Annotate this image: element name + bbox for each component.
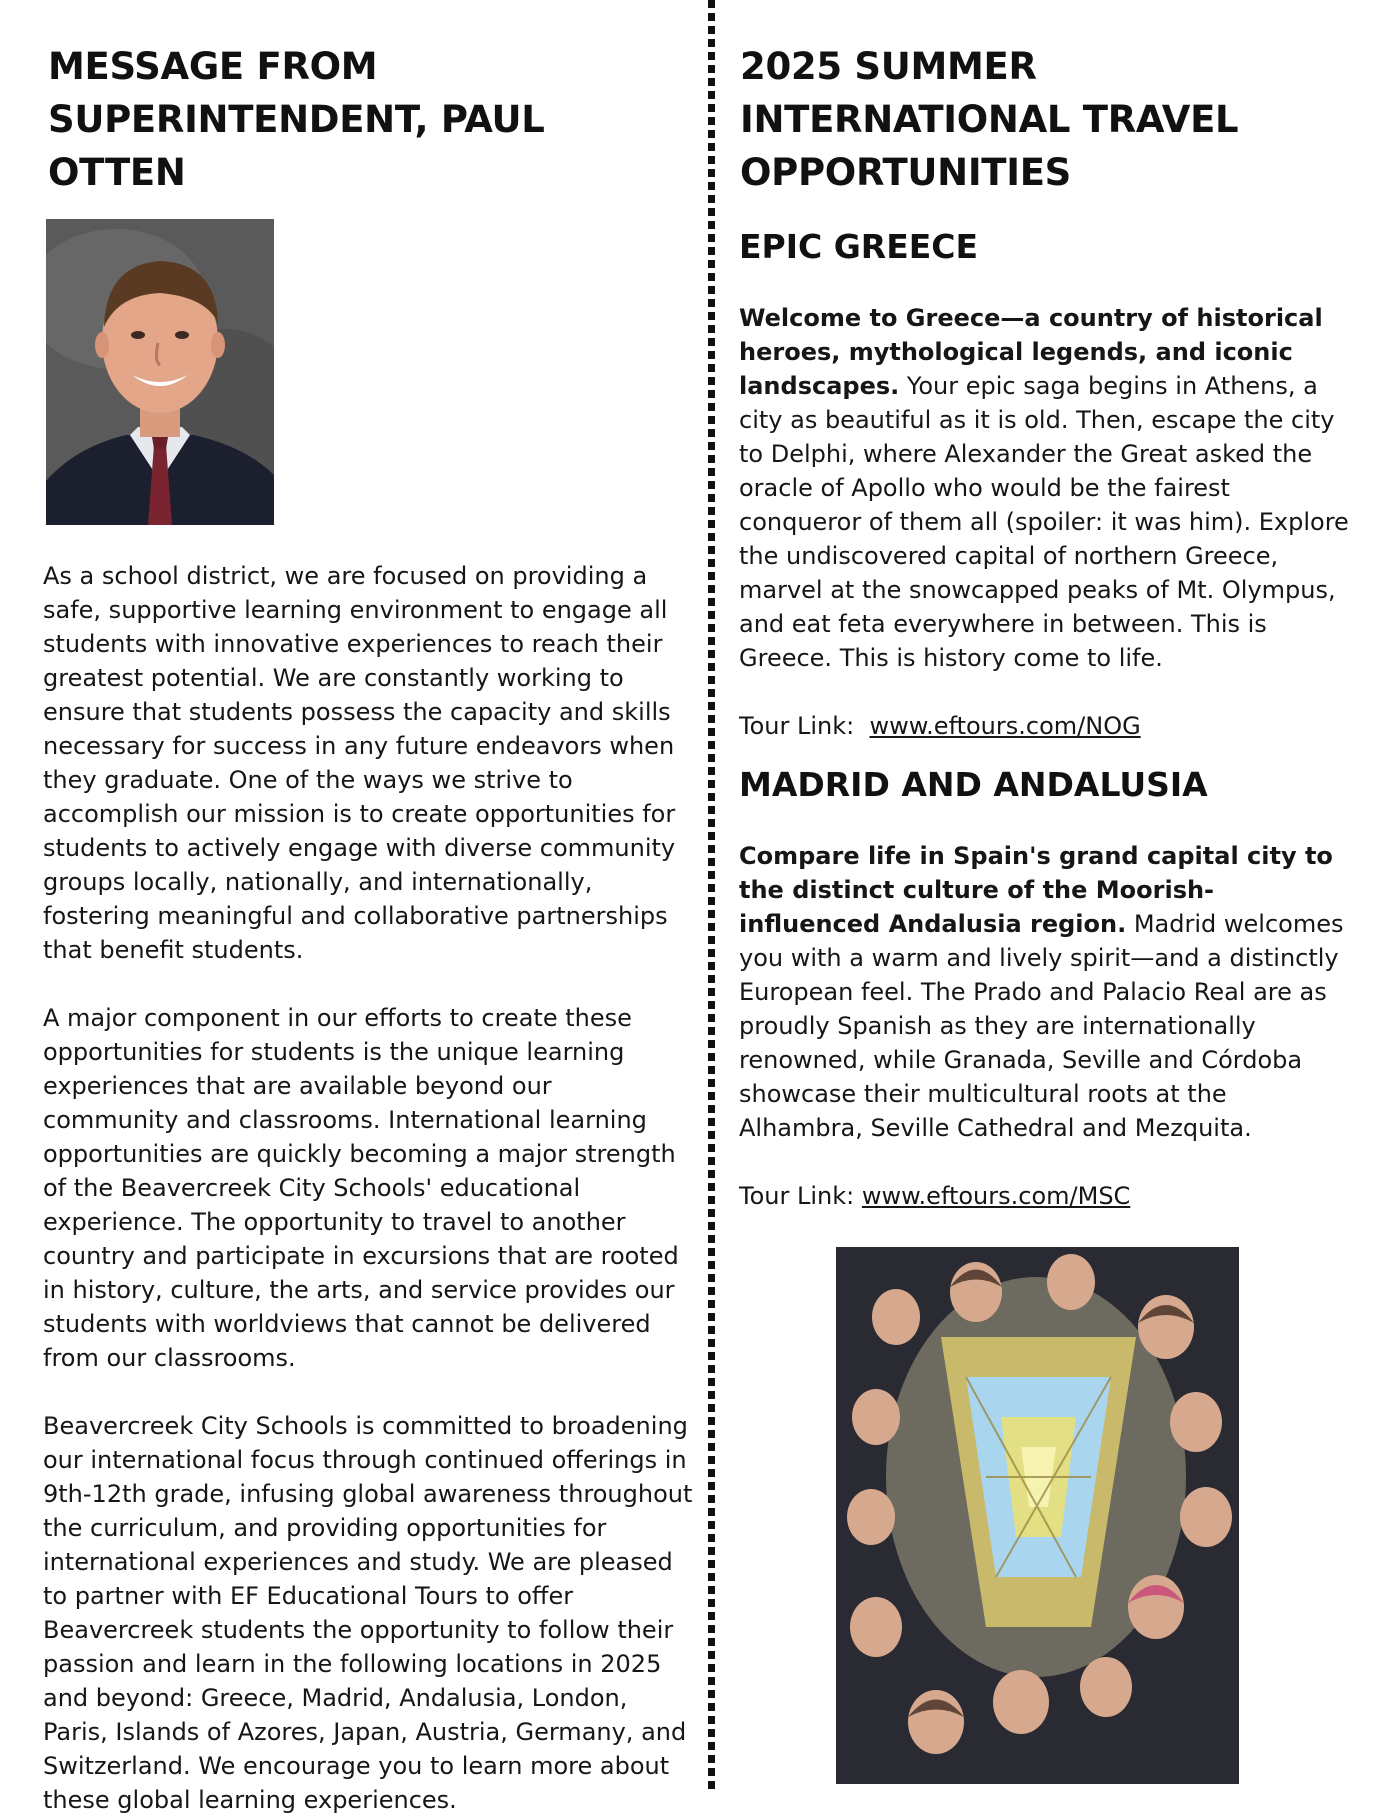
tour-description-greece <box>739 301 1354 675</box>
tour-link-row-greece <box>739 709 1354 743</box>
tour-link-label-greece: Tour Link: <box>739 712 855 740</box>
tour-title-madrid: MADRID AND ANDALUSIA <box>739 765 1208 804</box>
superintendent-portrait <box>46 219 274 525</box>
superintendent-message <box>43 40 693 1817</box>
message-paragraph-3: Beavercreek City Schools is committed to broadening our international focus through continued offerings in 9th-12th grade, infusing global awareness throughout the curriculum, and providing opportunities for international experiences and study. We are pleased to partner with EF Educational Tours to offer Beavercreek students the opportunity to follow their passion and learn in the following locations in 2025 and beyond: Greece, Madrid, Andalusia, London, Paris, Islands of Azores, Japan, Austria, Germany, and Switzerland. We encourage you to learn more about these global learning experiences. <box>43 1412 693 1814</box>
tour-lead-madrid: Compare life in Spain's grand capital city to the distinct culture of the Moorish-influenced Andalusia region. <box>739 842 1333 938</box>
travel-opportunities <box>739 40 1354 1784</box>
message-paragraph-2: A major component in our efforts to create these opportunities for students is the unique learning experiences that are available beyond our community and classrooms. International learning opportunities are quickly becoming a major strength of the Beavercreek City Schools' educational experience. The opportunity to travel to another country and participate in excursions that are rooted in history, culture, the arts, and service provides our students with worldviews that cannot be delivered from our classrooms. <box>43 1004 679 1372</box>
tour-body-madrid: Madrid welcomes you with a warm and lively spirit—and a distinctly European feel. The Prado and Palacio Real are as proudly Spanish as they are internationally renowned, while Granada, Seville and Córdoba showcase their multicultural roots at the Alhambra, Seville Cathedral and Mezquita. <box>739 910 1344 1142</box>
travel-heading: 2025 SUMMER INTERNATIONAL TRAVEL OPPORTUNITIES <box>740 45 1239 194</box>
message-paragraph-1: As a school district, we are focused on providing a safe, supportive learning environment to engage all students with innovative experiences to reach their greatest potential. We are constantly working to ensure that students possess the capacity and skills necessary for success in any future endeavors when they graduate. One of the ways we strive to accomplish our mission is to create opportunities for students to actively engage with diverse community groups locally, nationally, and internationally, fostering meaningful and collaborative partnerships that benefit students. <box>43 562 676 964</box>
tour-link-greece[interactable]: www.eftours.com/NOG <box>869 712 1141 740</box>
tour-link-row-madrid <box>739 1179 1354 1213</box>
tour-body-greece: Your epic saga begins in Athens, a city as beautiful as it is old. Then, escape the city to Delphi, where Alexander the Great asked the oracle of Apollo who would be the fairest conqueror of them all (spoiler: it was him). Explore the undiscovered capital of northern Greece, marvel at the snowcapped peaks of Mt. Olympus, and eat feta everywhere in between. This is Greece. This is history come to life. <box>739 372 1349 672</box>
group-photo-eiffel-tower <box>836 1247 1239 1784</box>
tour-link-madrid[interactable]: www.eftours.com/MSC <box>861 1182 1131 1210</box>
tour-title-greece: EPIC GREECE <box>739 227 979 266</box>
tour-description-madrid <box>739 839 1354 1145</box>
superintendent-heading: MESSAGE FROM SUPERINTENDENT, PAUL OTTEN <box>48 45 545 194</box>
tour-link-label-madrid: Tour Link: <box>739 1182 855 1210</box>
column-divider <box>708 0 715 1793</box>
tour-lead-greece: Welcome to Greece—a country of historical heroes, mythological legends, and iconic landscapes. <box>739 304 1323 400</box>
